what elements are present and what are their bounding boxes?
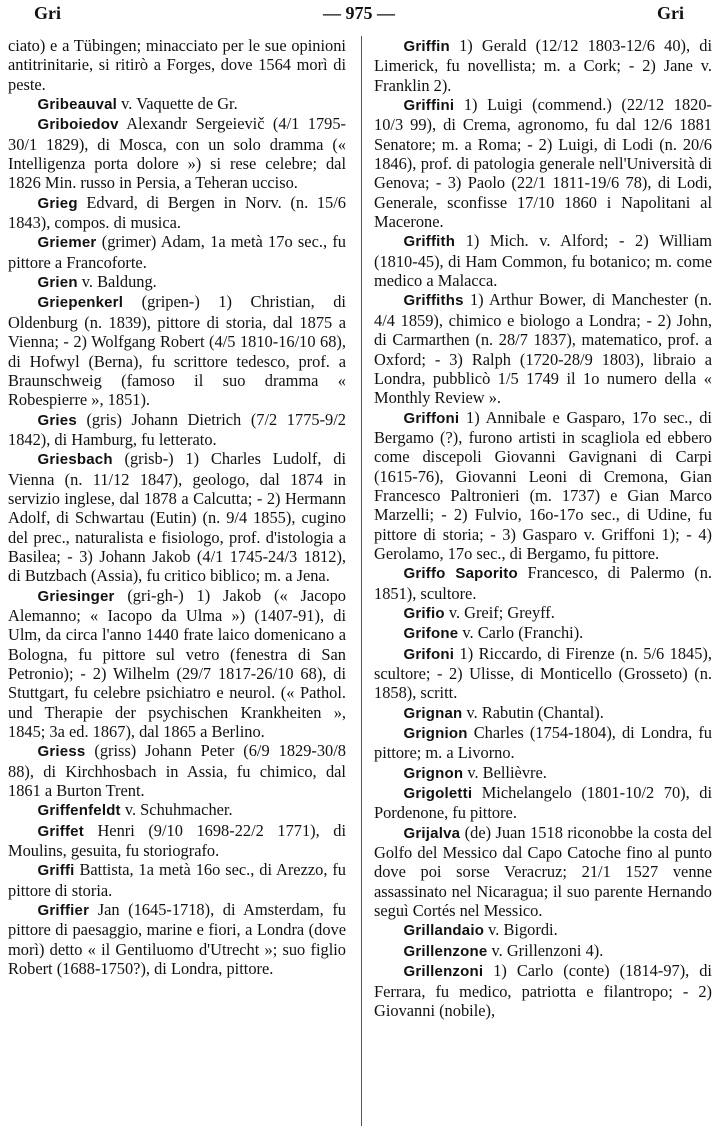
entry-text: v. Greif; Greyff. — [444, 602, 555, 622]
entry-headword: Grillenzoni — [403, 963, 484, 981]
left-column — [8, 36, 346, 979]
dictionary-entry — [8, 741, 346, 800]
dictionary-entry — [374, 231, 712, 290]
page-number: — 975 — — [323, 3, 395, 23]
column-divider — [361, 36, 362, 1126]
entry-headword: Griesbach — [37, 451, 113, 469]
entry-text: Francesco, di Palermo (n. 1851), scultore. — [374, 563, 713, 603]
entry-headword: Grigoletti — [403, 785, 473, 803]
dictionary-entry — [374, 563, 712, 603]
entry-headword: Griffiths — [403, 292, 464, 310]
dictionary-entry — [8, 232, 346, 272]
entry-headword: Griffith — [403, 233, 456, 251]
entry-headword: Grifoni — [403, 645, 455, 663]
entry-headword: Grien — [37, 274, 78, 292]
entry-text: Charles (1754-1804), di Londra, fu pittore; m. a Livorno. — [374, 723, 712, 763]
dictionary-entry — [8, 272, 346, 292]
dictionary-entry — [8, 449, 346, 585]
entry-text: Alexandr Sergeievič (4/1 1795-30/1 1829), di Mosca, con un solo dramma (« Intelligenza porta dolore ») si rese celebre; dal 1826 Min. russo in Persia, a Teheran ucciso. — [8, 114, 346, 193]
dictionary-entry — [374, 920, 712, 940]
entry-text: 1) Luigi (commend.) (22/12 1820-10/3 99), di Crema, agronomo, fu dal 12/6 1881 Senatore; m. a Roma; - 2) Luigi, di Lodi (n. 20/6 1846), prof. di patologia generale nell'Università di Genova; - 3) Paolo (22/1 1811-19/6 78), di Lodi, Generale, sconfisse 17/10 1860 i Napolitani al Macerone. — [374, 95, 712, 232]
entry-text: v. Grillenzoni 4). — [487, 940, 604, 960]
entry-headword: Griffet — [37, 822, 84, 840]
entry-text: 1) Annibale e Gasparo, 17o sec., di Bergamo (?), furono artisti in scagliola ed ebbero come discepoli Giovanni Gavignani di Carpi (1615-76), Giovanni Leoni di Cremona, Gian Francesco Paltronieri (m. 1737) e Gian Marco Marzelli; - 2) Fulvio, 16o-17o sec., di Udine, fu pittore di storia; - 3) Gasparo v. Griffoni 1); - 4) Gerolamo, 17o sec., di Bergamo, fu pittore. — [374, 407, 712, 563]
dictionary-entry — [8, 94, 346, 114]
dictionary-entry — [374, 961, 712, 1020]
entry-headword: Griess — [37, 743, 86, 761]
entry-headword: Griffi — [37, 862, 75, 880]
header-right-running-head: Gri — [657, 3, 684, 23]
entry-headword: Grijalva — [403, 824, 461, 842]
dictionary-entry — [8, 586, 346, 742]
entry-text: Michelangelo (1801-10/2 70), di Pordenone, fu pittore. — [374, 783, 712, 823]
entry-text: v. Bellièvre. — [463, 762, 547, 782]
entry-text: 1) Riccardo, di Firenze (n. 5/6 1845), scultore; - 2) Ulisse, di Monticello (Grosseto) (n. 1858), scritt. — [374, 643, 712, 703]
entry-text: (grimer) Adam, 1a metà 17o sec., fu pittore a Francoforte. — [8, 232, 346, 272]
entry-headword: Griffenfeldt — [37, 802, 121, 820]
entry-headword: Griesinger — [37, 587, 115, 605]
entry-text: v. Schuhmacher. — [120, 800, 233, 820]
entry-text: v. Baldung. — [77, 272, 157, 292]
dictionary-entry — [374, 823, 712, 921]
entry-headword: Griffoni — [403, 409, 460, 427]
entry-headword: Grieg — [37, 194, 78, 212]
dictionary-entry — [374, 95, 712, 231]
entry-text: Battista, 1a metà 16o sec., di Arezzo, fu pittore di storia. — [8, 860, 346, 900]
entry-headword: Grillenzone — [403, 942, 488, 960]
dictionary-entry — [8, 410, 346, 450]
dictionary-entry — [8, 193, 346, 233]
entry-text: 1) Gerald (12/12 1803-12/6 40), di Limerick, fu novellista; m. a Cork; - 2) Jane v. Franklin 2). — [374, 36, 712, 95]
entry-text: v. Rabutin (Chantal). — [462, 702, 604, 722]
entry-headword: Grifone — [403, 625, 459, 643]
entry-text: Henri (9/10 1698-22/2 1771), di Moulins, gesuita, fu storiografo. — [8, 820, 346, 861]
right-column — [374, 36, 712, 1020]
entry-headword: Gribeauval — [37, 96, 118, 114]
dictionary-entry — [374, 763, 712, 783]
dictionary-entry — [374, 723, 712, 763]
dictionary-entry — [374, 941, 712, 961]
entry-headword: Grillandaio — [403, 922, 485, 940]
entry-text: 1) Arthur Bower, di Manchester (n. 4/4 1859), chimico e biologo a Londra; - 2) John, di Carmarthen (n. 28/7 1837), matematico, prof. a Oxford; - 3) Ralph (1720-28/9 1803), libraio a Londra, pubblicò 1/5 1749 il 1o numero della « Monthly Review ». — [374, 290, 712, 408]
entry-headword: Grignion — [403, 725, 468, 743]
dictionary-entry — [8, 114, 346, 192]
entry-text: 1) Carlo (conte) (1814-97), di Ferrara, fu medico, patriotta e filantropo; - 2) Giovanni (nobile), — [374, 961, 712, 1020]
dictionary-entry — [374, 623, 712, 643]
entry-headword: Griepenkerl — [37, 294, 124, 312]
entry-headword: Gries — [37, 411, 77, 429]
dictionary-entry — [8, 800, 346, 820]
dictionary-entry — [8, 900, 346, 978]
dictionary-entry — [8, 292, 346, 409]
entry-headword: Griemer — [37, 234, 97, 252]
entry-text: (gripen-) 1) Christian, di Oldenburg (n. 1839), pittore di storia, dal 1875 a Vienna; - 2) Wolfgang Robert (4/5 1810-16/10 68), di Hofwyl (Berna), fu scrittore tedesco, prof. a Braunschweig (famoso il suo dramma « Robespierre », 1851). — [8, 292, 346, 410]
entry-headword: Grignan — [403, 704, 463, 722]
dictionary-entry — [374, 290, 712, 407]
dictionary-entry — [374, 703, 712, 723]
entry-headword: Grifio — [403, 604, 445, 622]
header-left-running-head: Gri — [34, 3, 61, 23]
entry-text: (grisb-) 1) Charles Ludolf, di Vienna (n. 11/12 1847), geologo, dal 1874 in servizio inglese, dal 1878 a Calcutta; - 2) Hermann Adolf, di Schwartau (Eutin) (n. 9/4 1855), cugino del prec., naturalista e fisiologo, prof. d'istologia a Basilea; - 3) Johann Jakob (4/1 1745-24/3 1812), di Butzbach (Assia), fu critico biblico; m. a Jena. — [8, 449, 346, 586]
page-header — [0, 0, 718, 30]
entry-headword: Griffo Saporito — [403, 565, 518, 583]
entry-text: v. Carlo (Franchi). — [458, 623, 584, 643]
entry-text: (gri-gh-) 1) Jakob (« Jacopo Alemanno; « Iacopo da Ulma ») (1407-91), di Ulm, da circa l'anno 1440 frate laico domenicano a Bologna, fu pittore sul vetro (fenestra di San Petronio); - 2) Wilhelm (29/7 1817-26/10 68), di Stuttgart, fu celebre psichiatro e neurol. (« Pathol. und Therapie der psychischen Krankheiten », 1845; 3a ed. 1867), dal 1865 a Berlino. — [8, 585, 346, 742]
entry-text: v. Bigordi. — [484, 920, 558, 940]
entry-headword: Griffin — [403, 38, 450, 55]
entry-headword: Grignon — [403, 764, 464, 782]
entry-headword: Griffier — [37, 902, 90, 920]
entry-text: (gris) Johann Dietrich (7/2 1775-9/2 1842), di Hamburg, fu letterato. — [8, 409, 346, 449]
dictionary-entry — [374, 783, 712, 823]
entry-headword: Griffini — [403, 97, 455, 115]
entry-text: v. Vaquette de Gr. — [117, 94, 238, 114]
dictionary-entry — [8, 36, 346, 94]
dictionary-entry — [8, 860, 346, 900]
dictionary-entry — [374, 408, 712, 564]
entry-headword: Griboiedov — [37, 116, 119, 134]
dictionary-entry — [374, 603, 712, 623]
dictionary-entry — [374, 644, 712, 703]
dictionary-entry — [8, 821, 346, 861]
dictionary-entry — [374, 36, 712, 95]
entry-text: Edvard, di Bergen in Norv. (n. 15/6 1843), compos. di musica. — [8, 192, 346, 233]
entry-text: 1) Mich. v. Alford; - 2) William (1810-45), di Ham Common, fu botanico; m. come medico a Malacca. — [374, 231, 712, 291]
entry-text: ciato) e a Tübingen; minacciato per le sue opinioni antitrinitarie, si ritirò a Forges, dove 1564 morì di peste. — [8, 36, 346, 94]
entry-text: Jan (1645-1718), di Amsterdam, fu pittore di paesaggio, marine e fiori, a Londra (dove morì) detto « il Gentiluomo d'Utrecht »; suo figlio Robert (1688-1750?), di Londra, pittore. — [8, 900, 346, 979]
entry-text: (griss) Johann Peter (6/9 1829-30/8 88), di Kirchhosbach in Assia, fu chimico, dal 1861 a Burton Trent. — [8, 741, 346, 801]
entry-text: (de) Juan 1518 riconobbe la costa del Golfo del Messico dal Capo Catoche fino al punto dove poi sorse Veracruz; 21/1 1527 venne assassinato nel Nicaragua; il suo parente Hernando seguì Cortés nel Messico. — [374, 822, 712, 921]
